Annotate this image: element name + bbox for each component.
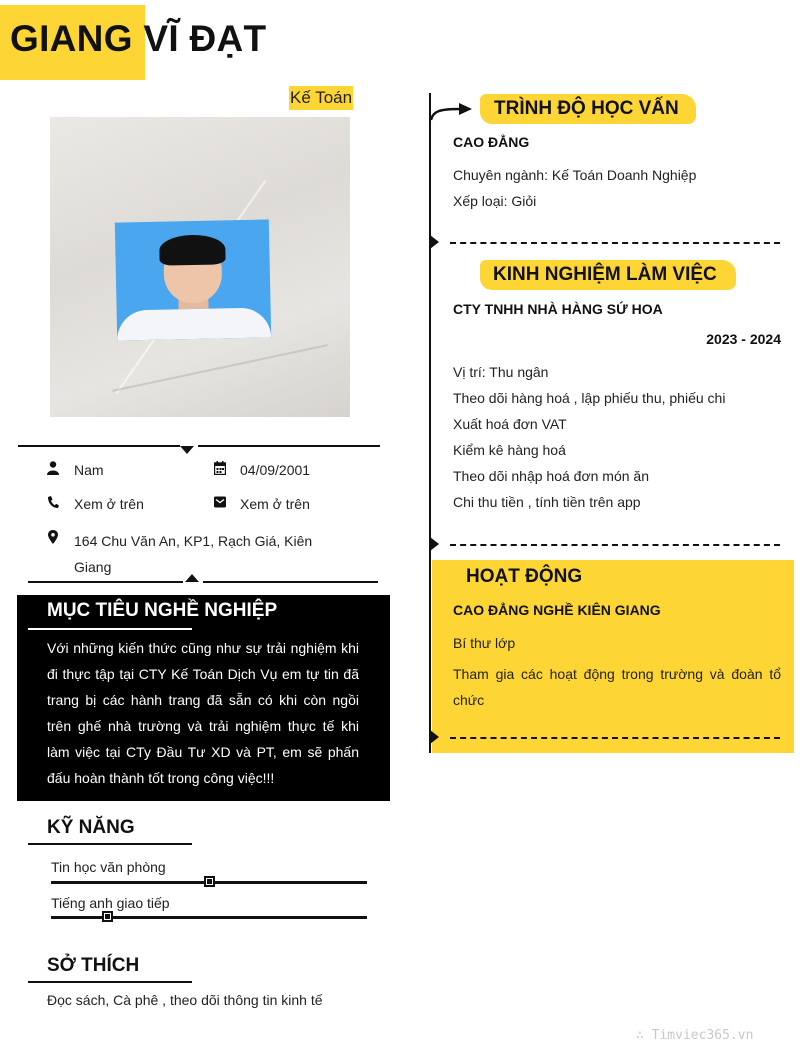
name-part-1: GIANG <box>10 18 133 59</box>
section-dashed-divider <box>450 242 780 244</box>
email-icon <box>214 495 226 509</box>
arrow-right-icon <box>430 99 474 121</box>
skill-level-knob <box>204 876 215 887</box>
candidate-name <box>10 18 266 60</box>
phone-value: Xem ở trên <box>74 496 144 512</box>
timeline-marker-icon <box>430 730 439 744</box>
skill-label: Tiếng anh giao tiếp <box>51 895 170 911</box>
map-marker-icon <box>47 530 59 544</box>
calendar-icon <box>214 461 226 475</box>
experience-period: 2023 - 2024 <box>706 331 781 347</box>
portrait-shirt <box>117 307 272 340</box>
contact-divider-top-right <box>198 445 380 447</box>
education-line: Xếp loại: Giỏi <box>453 193 537 209</box>
skill-label: Tin học văn phòng <box>51 859 166 875</box>
skills-title-underline <box>28 843 192 845</box>
activities-section <box>432 560 794 753</box>
hobbies-text: Đọc sách, Cà phê , theo dõi thông tin kinh tế <box>47 992 323 1008</box>
education-school: CAO ĐẲNG <box>453 134 530 150</box>
education-title: TRÌNH ĐỘ HỌC VẤN <box>494 98 679 119</box>
skill-track <box>51 916 367 919</box>
email-value: Xem ở trên <box>240 496 310 512</box>
divider-arrow-up-icon <box>185 574 199 582</box>
id-portrait <box>115 219 271 340</box>
timeline-marker-icon <box>430 235 439 249</box>
divider-arrow-down-icon <box>180 446 194 454</box>
activities-title: HOẠT ĐỘNG <box>466 566 583 587</box>
birthday-value: 04/09/2001 <box>240 462 311 478</box>
contact-divider-bottom-left <box>28 581 183 583</box>
timeline-line <box>429 93 431 753</box>
experience-line: Chi thu tiền , tính tiền trên app <box>453 494 641 510</box>
hobbies-title-underline <box>28 981 192 983</box>
skills-title: KỸ NĂNG <box>47 817 135 838</box>
profile-photo <box>50 117 350 417</box>
contact-divider-bottom-right <box>203 581 378 583</box>
activity-line: Tham gia các hoạt động trong trường và đoàn tổ chức <box>453 666 781 708</box>
experience-company: CTY TNHH NHÀ HÀNG SỨ HOA <box>453 301 663 317</box>
section-dashed-divider <box>450 737 780 739</box>
experience-line: Kiểm kê hàng hoá <box>453 442 566 458</box>
activity-line: Bí thư lớp <box>453 635 516 651</box>
contact-divider-top-left <box>18 445 180 447</box>
portrait-hair <box>159 234 226 265</box>
watermark: ∴ Timviec365.vn <box>636 1028 754 1043</box>
experience-line: Theo dõi nhập hoá đơn món ăn <box>453 468 649 484</box>
experience-line: Theo dõi hàng hoá , lập phiếu thu, phiếu chi <box>453 390 726 406</box>
user-icon <box>47 461 59 475</box>
gender-value: Nam <box>74 462 104 478</box>
section-dashed-divider <box>450 544 780 546</box>
objective-title-underline <box>28 628 192 630</box>
job-title: Kế Toán <box>289 86 353 110</box>
name-part-2: VĨ ĐẠT <box>143 18 267 59</box>
timeline-marker-icon <box>430 537 439 551</box>
skill-level-knob <box>102 911 113 922</box>
experience-line: Vị trí: Thu ngân <box>453 364 549 380</box>
objective-text: Với những kiến thức cũng như sự trải nghiệm khi đi thực tập tại CTY Kế Toán Dịch Vụ em tự tin đã trang bị các hành trang đã sẵn có khi còn ngồi trên ghế nhà trường và trải nghiệm thực tế khi làm việc tại CTy Đầu Tư XD và PT, em sẽ phấn đấu hoàn thành tốt trong công việc!!! <box>47 640 359 786</box>
education-line: Chuyên ngành: Kế Toán Doanh Nghiệp <box>453 167 697 183</box>
activities-org: CAO ĐẲNG NGHỀ KIÊN GIANG <box>453 602 661 618</box>
address-value: 164 Chu Văn An, KP1, Rạch Giá, Kiên Giang <box>74 533 313 575</box>
objective-title: MỤC TIÊU NGHỀ NGHIỆP <box>47 600 278 621</box>
phone-icon <box>47 495 59 509</box>
experience-line: Xuất hoá đơn VAT <box>453 416 567 432</box>
hobbies-title: SỞ THÍCH <box>47 955 140 976</box>
experience-title: KINH NGHIỆM LÀM VIỆC <box>493 264 717 285</box>
